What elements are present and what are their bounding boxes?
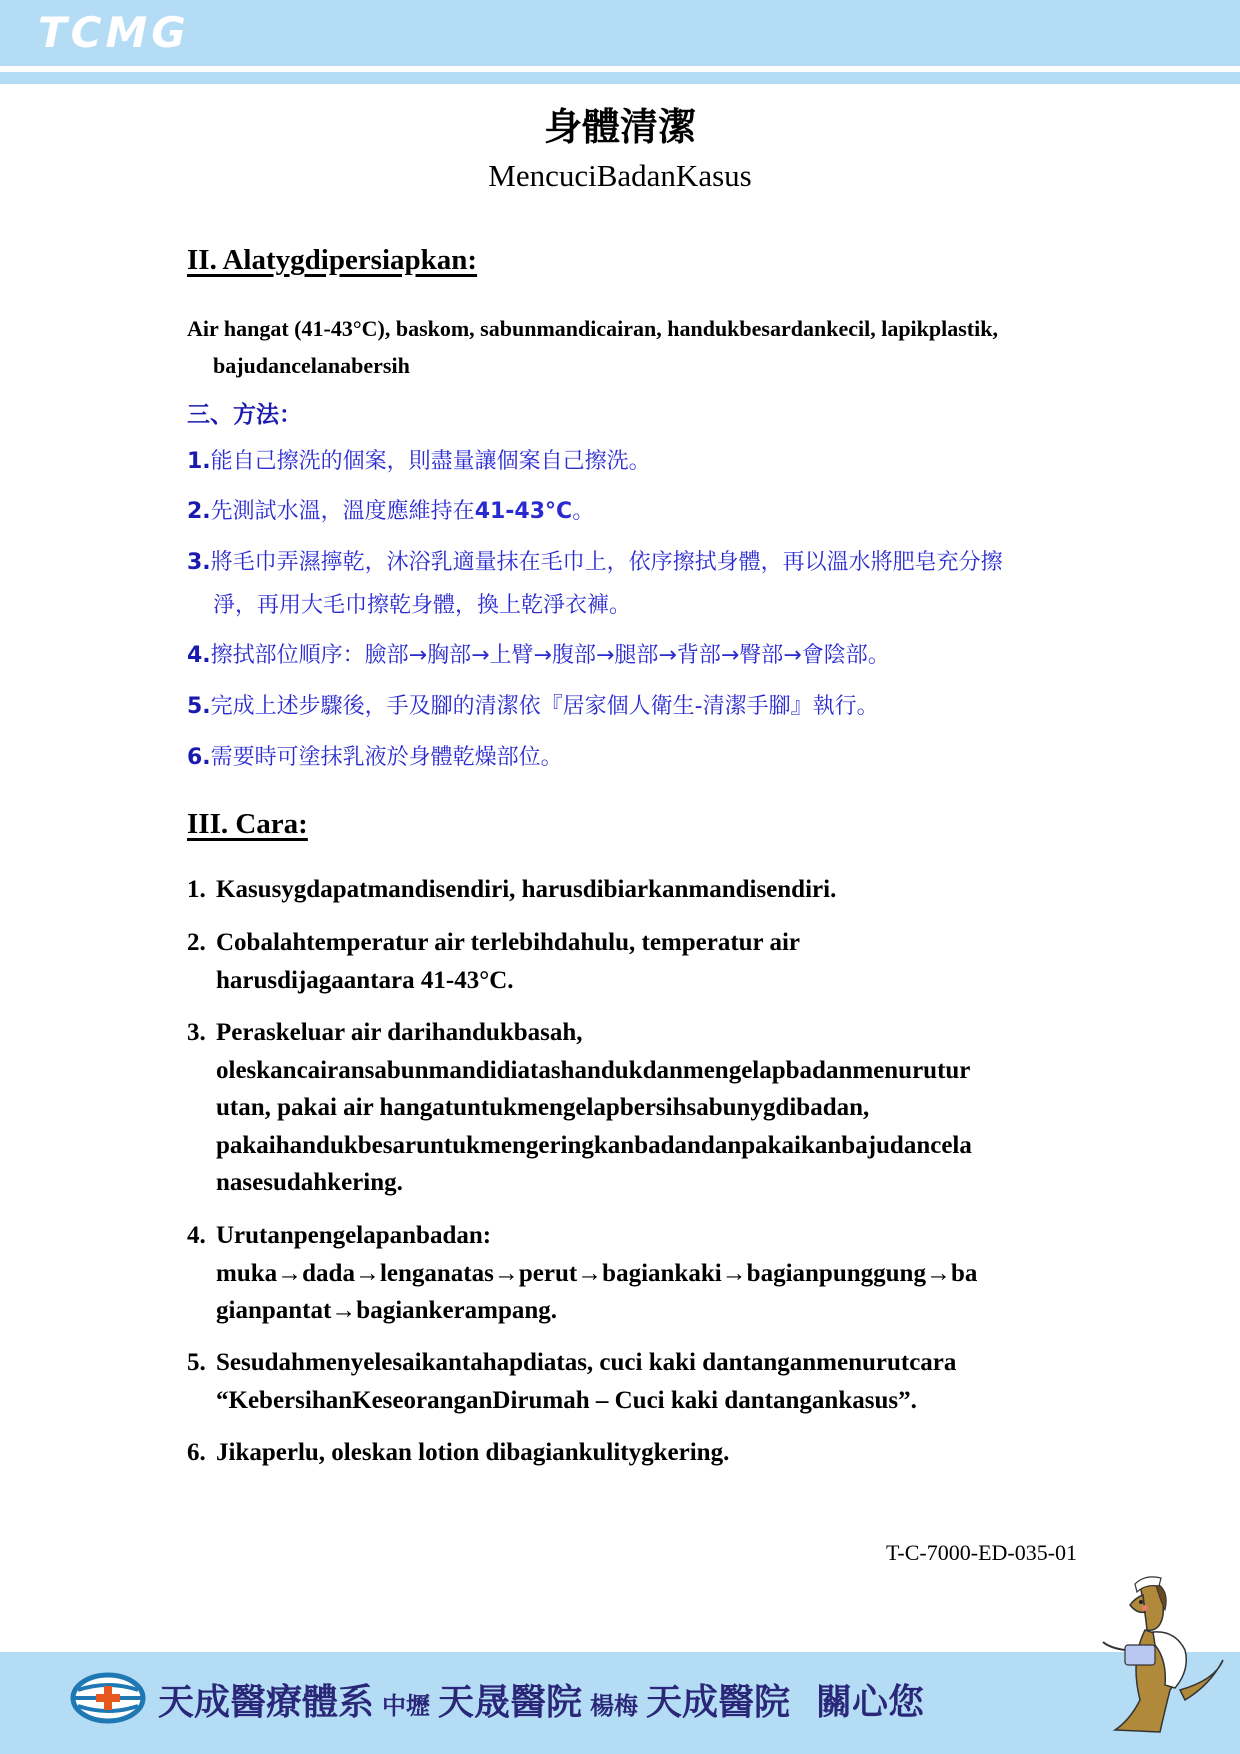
item-text-continued: pakaihandukbesaruntukmengeringkanbadandanpakaikanbajudancela (216, 1131, 972, 1159)
item-number: 5. (187, 1349, 206, 1376)
tools-line-1: Air hangat (41-43°C), baskom, sabunmandicairan, handukbesardankecil, lapikplastik, (187, 316, 998, 341)
item-text: Sesudahmenyelesaikantahapdiatas, cuci kaki dantanganmenurutcara (216, 1349, 957, 1376)
item-text-continued: harusdijagaantara 41-43°C. (216, 966, 514, 994)
item-text: 擦拭部位順序：臉部→胸部→上臂→腹部→腿部→背部→臀部→會陰部。 (210, 643, 890, 668)
temperature-range: 41-43°C (474, 499, 573, 524)
method-id-item (187, 1344, 1107, 1419)
item-text-continued: muka→dada→lenganatas→perut→bagiankaki→bagianpunggung→ba (216, 1259, 978, 1287)
item-text: Kasusygdapatmandisendiri, harusdibiarkanmandisendiri. (216, 876, 837, 903)
method-cn-heading: 三、方法： (187, 402, 302, 428)
document-code: T-C-7000-ED-035-01 (886, 1540, 1078, 1565)
header-divider (0, 72, 1240, 84)
tools-heading: II. Alatygdipersiapkan: (187, 244, 478, 276)
method-id-item (187, 924, 1107, 999)
hospital-name-2: 天成醫院 (646, 1682, 791, 1723)
method-id-item (187, 871, 1107, 909)
location-zhongli: 中壢 (382, 1692, 431, 1720)
item-text-continued: nasesudahkering. (216, 1169, 403, 1196)
item-text-continued: oleskancairansabunmandidiatashandukdanmengelapbadanmenurutur (216, 1056, 971, 1084)
method-cn-item (187, 634, 1127, 677)
item-text: Jikaperlu, oleskan lotion dibagiankulitygkering. (216, 1439, 730, 1466)
tools-text (187, 310, 1137, 384)
footer-hospital-text (158, 1674, 924, 1725)
tcmg-logo: TCMG (38, 8, 190, 57)
location-yangmei: 楊梅 (590, 1692, 639, 1720)
item-text: 需要時可塗抹乳液於身體乾燥部位。 (210, 745, 563, 770)
item-text-continued: 淨，再用大毛巾擦乾身體，換上乾淨衣褲。 (213, 593, 632, 618)
tools-line-2: bajudancelanabersih (213, 353, 410, 378)
item-text: Urutanpengelapanbadan: (216, 1222, 492, 1249)
method-id-item (187, 1434, 1107, 1472)
item-number: 2. (187, 499, 211, 524)
item-number: 3. (187, 550, 211, 575)
item-text-continued: gianpantat→bagiankerampang. (216, 1297, 558, 1324)
method-cn-item (187, 685, 1127, 728)
item-text: 先測試水溫，溫度應維持在 (210, 499, 475, 524)
hospital-name-1: 天晟醫院 (438, 1682, 583, 1723)
method-id-item (187, 1217, 1107, 1330)
item-text-continued: “KebersihanKeseoranganDirumah – Cuci kaki dantangankasus”. (216, 1386, 917, 1414)
item-number: 5. (187, 694, 211, 719)
page-title: 身體清潔 (543, 105, 696, 149)
page-subtitle: MencuciBadanKasus (488, 158, 752, 193)
header-band (0, 0, 1240, 66)
item-number: 4. (187, 1222, 206, 1249)
item-number: 4. (187, 643, 211, 668)
item-text-continued: utan, pakai air hangatuntukmengelapbersihsabunygdibadan, (216, 1094, 870, 1121)
item-text: 完成上述步驟後，手及腳的清潔依『居家個人衛生-清潔手腳』執行。 (210, 694, 879, 719)
method-id-item (187, 1014, 1107, 1202)
footer-slogan: 關心您 (816, 1682, 925, 1723)
method-cn-item (187, 541, 1127, 627)
item-text: Peraskeluar air darihandukbasah, (216, 1019, 583, 1046)
item-number: 6. (187, 745, 211, 770)
hospital-system-name: 天成醫療體系 (158, 1682, 375, 1723)
method-id-heading: III. Cara: (187, 808, 308, 840)
item-text: 將毛巾弄濕擰乾，沐浴乳適量抹在毛巾上，依序擦拭身體，再以溫水將肥皂充分擦 (210, 550, 1003, 575)
method-cn-item (187, 440, 1127, 483)
item-number: 3. (187, 1019, 206, 1046)
method-cn-item (187, 736, 1127, 779)
item-number: 1. (187, 876, 206, 903)
method-cn-item (187, 490, 1127, 533)
item-text-tail: 。 (572, 499, 595, 524)
item-number: 1. (187, 449, 211, 474)
item-number: 2. (187, 929, 206, 956)
item-number: 6. (187, 1439, 206, 1466)
item-text: 能自己擦洗的個案，則盡量讓個案自己擦洗。 (210, 449, 651, 474)
hospital-globe-logo-icon (70, 1672, 146, 1724)
kangaroo-nurse-mascot-icon (1085, 1570, 1225, 1740)
item-text: Cobalahtemperatur air terlebihdahulu, temperatur air (216, 929, 800, 956)
